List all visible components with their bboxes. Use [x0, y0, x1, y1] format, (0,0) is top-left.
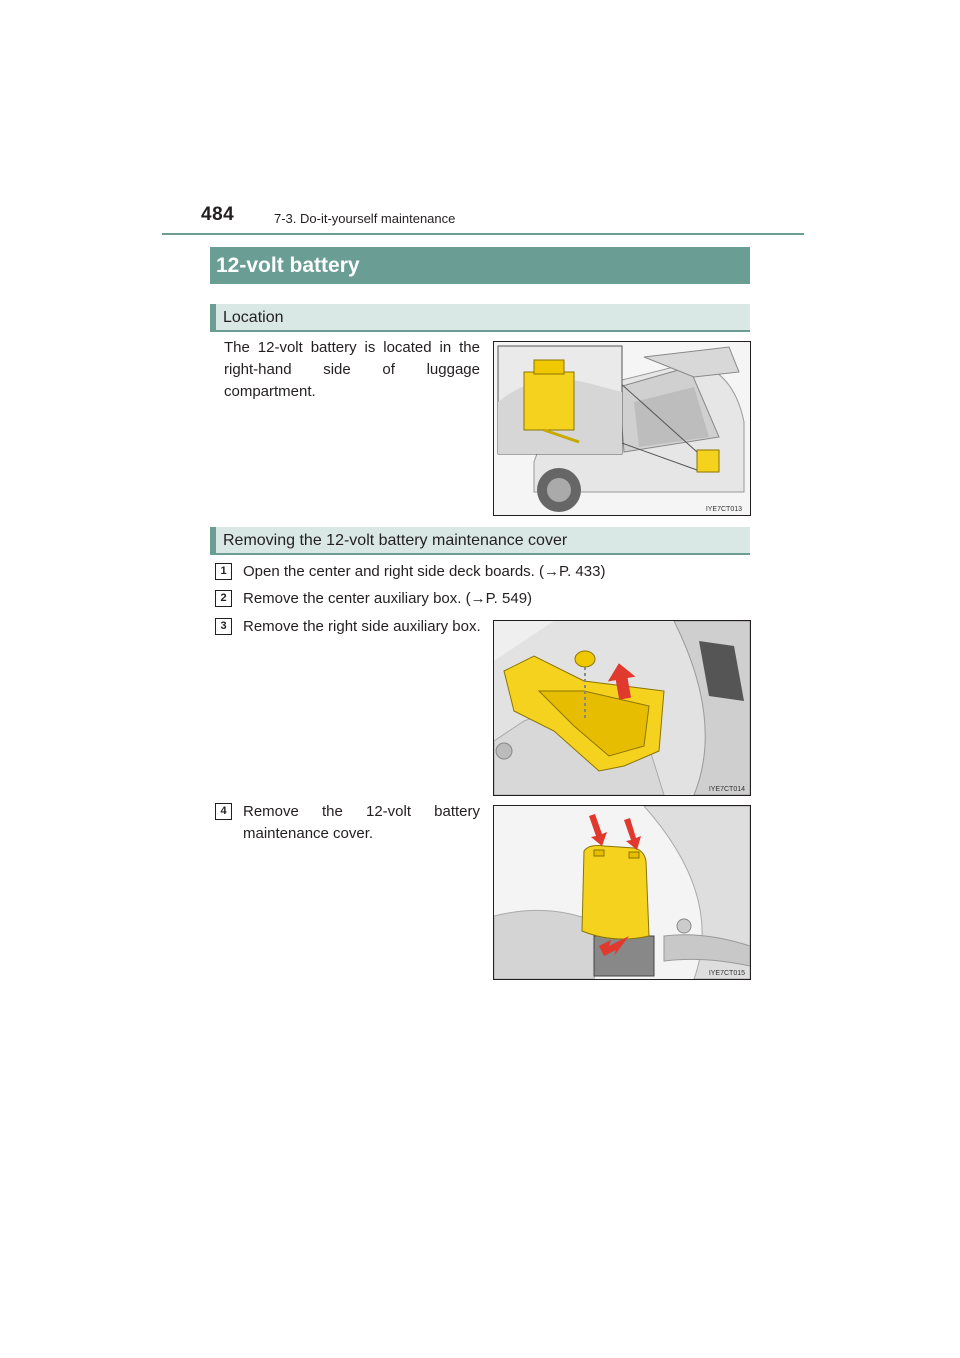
section-path: 7-3. Do-it-yourself maintenance — [274, 211, 456, 226]
step-number-2: 2 — [215, 590, 232, 607]
location-heading: Location — [210, 304, 750, 332]
step-text-2: Remove the center auxiliary box. (→P. 549) — [243, 590, 533, 607]
step-number-1: 1 — [215, 563, 232, 580]
step-text-3: Remove the right side auxiliary box. — [243, 618, 481, 635]
figure-code: IYE7CT014 — [708, 786, 745, 793]
page-number: 484 — [201, 204, 235, 225]
page-title: 12-volt battery — [210, 247, 750, 284]
figure-code: IYE7CT015 — [708, 970, 745, 977]
step-text-4: Remove the 12-volt battery maintenance cover. — [243, 803, 480, 842]
removing-heading: Removing the 12-volt battery maintenance cover — [210, 527, 750, 555]
location-text: The 12-volt battery is located in the right-hand side of luggage compartment. — [224, 339, 480, 400]
figure-code: IYE7CT013 — [705, 506, 742, 513]
step-number-4: 4 — [215, 803, 232, 820]
step-number-3: 3 — [215, 618, 232, 635]
auxiliary-box-figure — [493, 620, 751, 796]
maintenance-cover-figure — [493, 805, 751, 980]
step-text-1: Open the center and right side deck boards. (→P. 433) — [243, 563, 606, 580]
header-rule — [162, 233, 804, 235]
battery-location-figure — [493, 341, 751, 516]
